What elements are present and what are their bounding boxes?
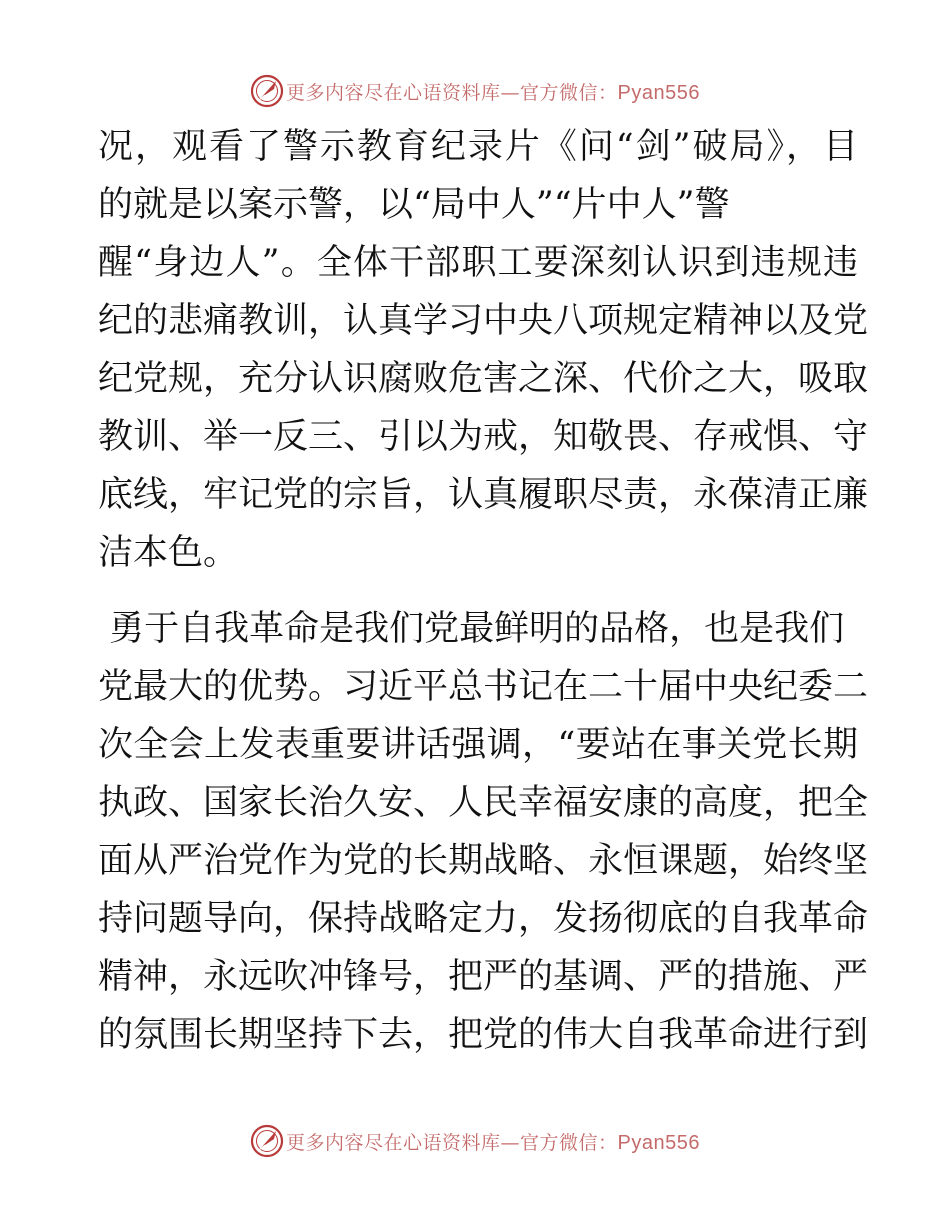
header-wechat-id: Pyan556 (617, 81, 700, 104)
text-line: 面从严治党作为党的长期战略、永恒课题，始终坚 (98, 841, 869, 881)
document-body (98, 118, 869, 1064)
header-banner-text: 更多内容尽在心语资料库—官方微信：Pyan556 (286, 81, 700, 104)
text-line: 的氛围长期坚持下去，把党的伟大自我革命进行到 (98, 1015, 869, 1055)
paragraph-1 (98, 118, 869, 582)
quill-logo-icon (250, 74, 284, 108)
text-line: 教训、举一反三、引以为戒，知敬畏、存戒惧、守 (98, 417, 869, 457)
footer-banner-text: 更多内容尽在心语资料库—官方微信：Pyan556 (286, 1131, 700, 1154)
text-line: 洁本色。 (98, 533, 239, 573)
text-line: 勇于自我革命是我们党最鲜明的品格，也是我们 (98, 609, 845, 649)
text-line: 纪党规，充分认识腐败危害之深、代价之大，吸取 (98, 359, 869, 399)
text-line: 精神，永远吹冲锋号，把严的基调、严的措施、严 (98, 957, 869, 997)
footer-wechat-id: Pyan556 (617, 1131, 700, 1154)
text-line: 的就是以案示警，以“局中人”“片中人”警 (98, 185, 730, 225)
text-line: 党最大的优势。习近平总书记在二十届中央纪委二 (98, 667, 869, 707)
header-banner (0, 71, 950, 111)
text-line: 持问题导向，保持战略定力，发扬彻底的自我革命 (98, 899, 869, 939)
text-line: 次全会上发表重要讲话强调，“要站在事关党长期 (98, 725, 858, 765)
text-line: 底线，牢记党的宗旨，认真履职尽责，永葆清正廉 (98, 475, 869, 515)
paragraph-2 (98, 600, 869, 1064)
quill-logo-icon (250, 1124, 284, 1158)
text-line: 执政、国家长治久安、人民幸福安康的高度，把全 (98, 783, 869, 823)
text-line: 况，观看了警示教育纪录片《问“剑”破局》，目 (98, 127, 858, 167)
footer-banner (0, 1121, 950, 1161)
text-line: 纪的悲痛教训，认真学习中央八项规定精神以及党 (98, 301, 869, 341)
text-line: 醒“身边人”。全体干部职工要深刻认识到违规违 (98, 243, 858, 283)
